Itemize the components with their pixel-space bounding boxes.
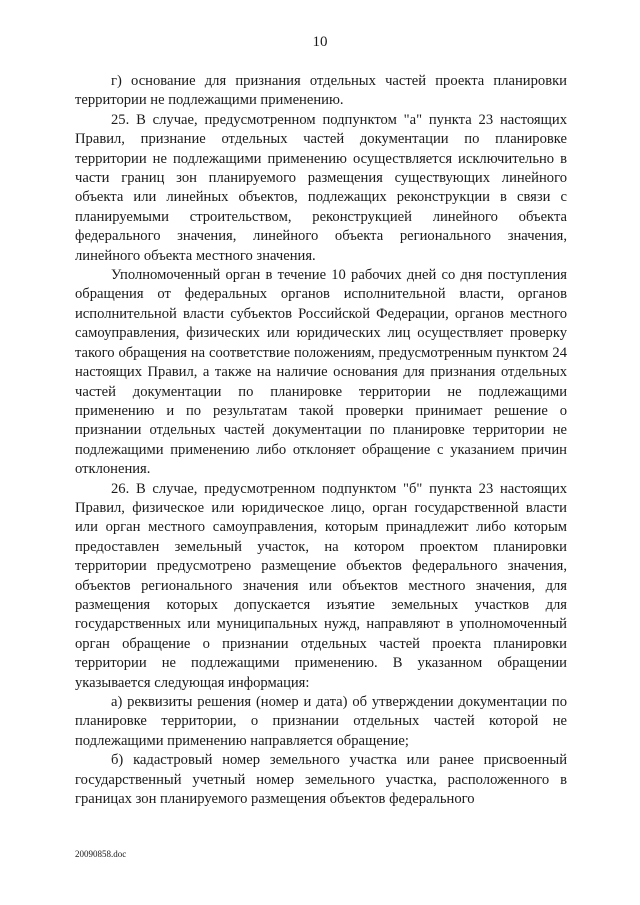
document-body (75, 72, 567, 809)
paragraph-authorized-body: Уполномоченный орган в течение 10 рабочих дней со дня поступления обращения от федеральных органов исполнительной власти, органов исполнительной власти субъектов Российской Федерации, органов местного самоуправления, физических или юридических лиц осуществляет проверку такого обращения на соответствие положениям, предусмотренным пунктом 24 настоящих Правил, а также на наличие основания для признания отдельных частей документации по планировке территории не подлежащими применению и по результатам такой проверки принимает решение о признании отдельных частей документации по планировке территории не подлежащими применению либо отклоняет обращение с указанием причин отклонения. (75, 267, 567, 478)
paragraph-b-cadastral: б) кадастровый номер земельного участка или ранее присвоенный государственный учетный номер земельного участка, расположенного в границах зон планируемого размещения объектов федерального (75, 752, 567, 808)
page-number: 10 (312, 34, 328, 50)
paragraph-a-requisites: а) реквизиты решения (номер и дата) об утверждении документации по планировке территории, о признании отдельных частей которой не подлежащими применению направляется обращение; (75, 694, 567, 749)
paragraph-26: 26. В случае, предусмотренном подпунктом "б" пункта 23 настоящих Правил, физическое или юридическое лицо, орган государственной власти или орган местного самоуправления, которым принадлежит либо которым предоставлен земельный участок, на котором проектом планировки территории предусмотрено размещение объектов федерального значения, объектов регионального значения или объектов местного значения, для размещения которых допускается изъятие земельных участков для государственных или муниципальных нужд, направляют в уполномоченный орган обращение о признании отдельных частей проекта планировки территории не подлежащими применению. В указанном обращении указывается следующая информация: (75, 480, 567, 691)
paragraph-25: 25. В случае, предусмотренном подпунктом "а" пункта 23 настоящих Правил, признание отдельных частей документации по планировке территории не подлежащими применению осуществляется исключительно в части границ зон планируемого размещения существующих линейного объекта или линейных объектов, подлежащих реконструкции в связи с планируемыми строительством, реконструкцией линейного объекта федерального значения, линейного объекта регионального значения, линейного объекта местного значения. (75, 111, 567, 264)
file-name-footer: 20090858.doc (75, 849, 127, 859)
paragraph-g-basis: г) основание для признания отдельных частей проекта планировки территории не подлежащими применению. (75, 73, 567, 109)
